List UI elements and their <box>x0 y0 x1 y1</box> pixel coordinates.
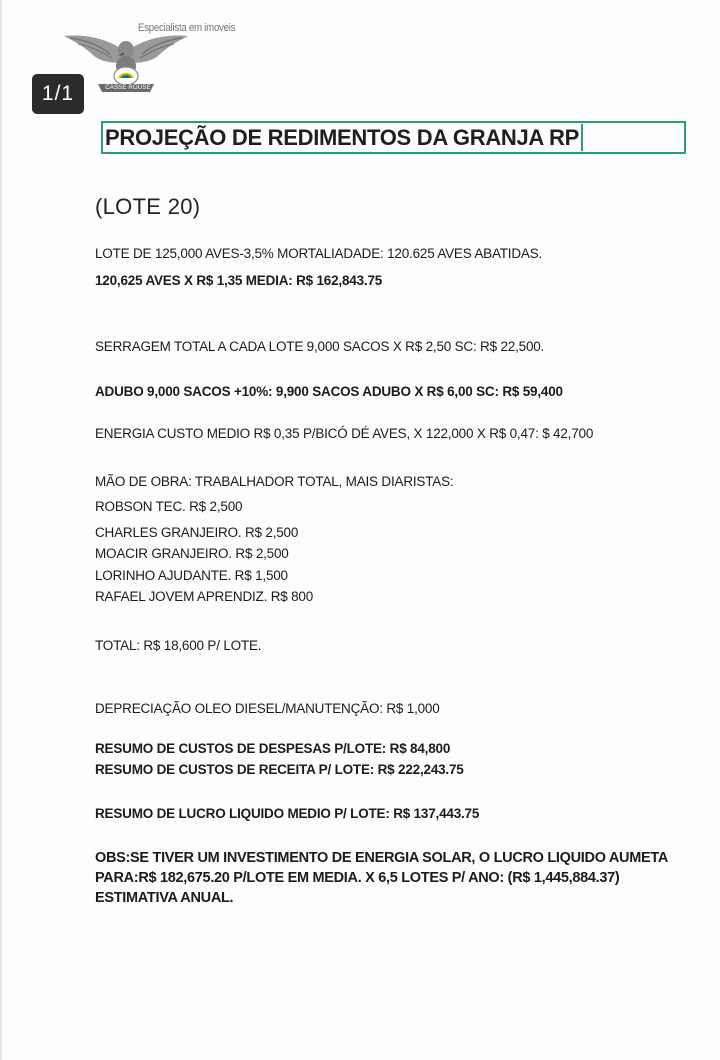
lot-heading: (LOTE 20) <box>95 194 201 219</box>
title-box <box>101 121 686 154</box>
worker-line: LORINHO AJUDANTE. R$ 1,500 <box>95 568 288 583</box>
worker-line: RAFAEL JOVEM APRENDIZ. R$ 800 <box>95 589 314 604</box>
sawdust-line: SERRAGEM TOTAL A CADA LOTE 9,000 SACOS X R$ 2,50 SC: R$ 22,500. <box>95 339 545 354</box>
worker-line: CHARLES GRANJEIRO. R$ 2,500 <box>95 525 299 540</box>
logo-caption: Especialista em imoveis <box>138 22 236 34</box>
worker-line: ROBSON TEC. R$ 2,500 <box>95 499 243 514</box>
profit-summary: RESUMO DE LUCRO LIQUIDO MEDIO P/ LOTE: R$ 137,443.75 <box>95 806 480 821</box>
labor-total: TOTAL: R$ 18,600 P/ LOTE. <box>95 638 262 653</box>
depreciation-line: DEPRECIAÇÃO OLEO DIESEL/MANUTENÇÃO: R$ 1,000 <box>95 701 440 716</box>
energy-line: ENERGIA CUSTO MEDIO R$ 0,35 P/BICÓ DÉ AVES, X 122,000 X R$ 0,47: $ 42,700 <box>95 426 594 441</box>
logo-banner-text: CASSE ROUSE <box>105 85 151 91</box>
revenue-line: 120,625 AVES X R$ 1,35 MEDIA: R$ 162,843.75 <box>95 273 383 288</box>
fertilizer-line: ADUBO 9,000 SACOS +10%: 9,900 SACOS ADUBO X R$ 6,00 SC: R$ 59,400 <box>95 384 563 399</box>
labor-heading: MÃO DE OBRA: TRABALHADOR TOTAL, MAIS DIARISTAS: <box>95 474 454 489</box>
page-counter: 1/1 <box>32 74 84 114</box>
worker-line: MOACIR GRANJEIRO. R$ 2,500 <box>95 546 289 561</box>
expenses-summary: RESUMO DE CUSTOS DE DESPESAS P/LOTE: R$ 84,800 <box>95 741 451 756</box>
revenue-summary: RESUMO DE CUSTOS DE RECEITA P/ LOTE: R$ 222,243.75 <box>95 762 464 777</box>
document-title: PROJEÇÃO DE REDIMENTOS DA GRANJA RP <box>105 124 583 151</box>
birds-line: LOTE DE 125,000 AVES-3,5% MORTALIADADE: 120.625 AVES ABATIDAS. <box>95 246 543 261</box>
page-edge <box>0 0 2 1060</box>
obs-note: OBS:SE TIVER UM INVESTIMENTO DE ENERGIA SOLAR, O LUCRO LIQUIDO AUMETA PARA:R$ 182,675.20 P/LOTE EM MEDIA. X 6,5 LOTES P/ ANO: (R$ 1,445,884.37) ESTIMATIVA ANUAL. <box>95 850 668 906</box>
